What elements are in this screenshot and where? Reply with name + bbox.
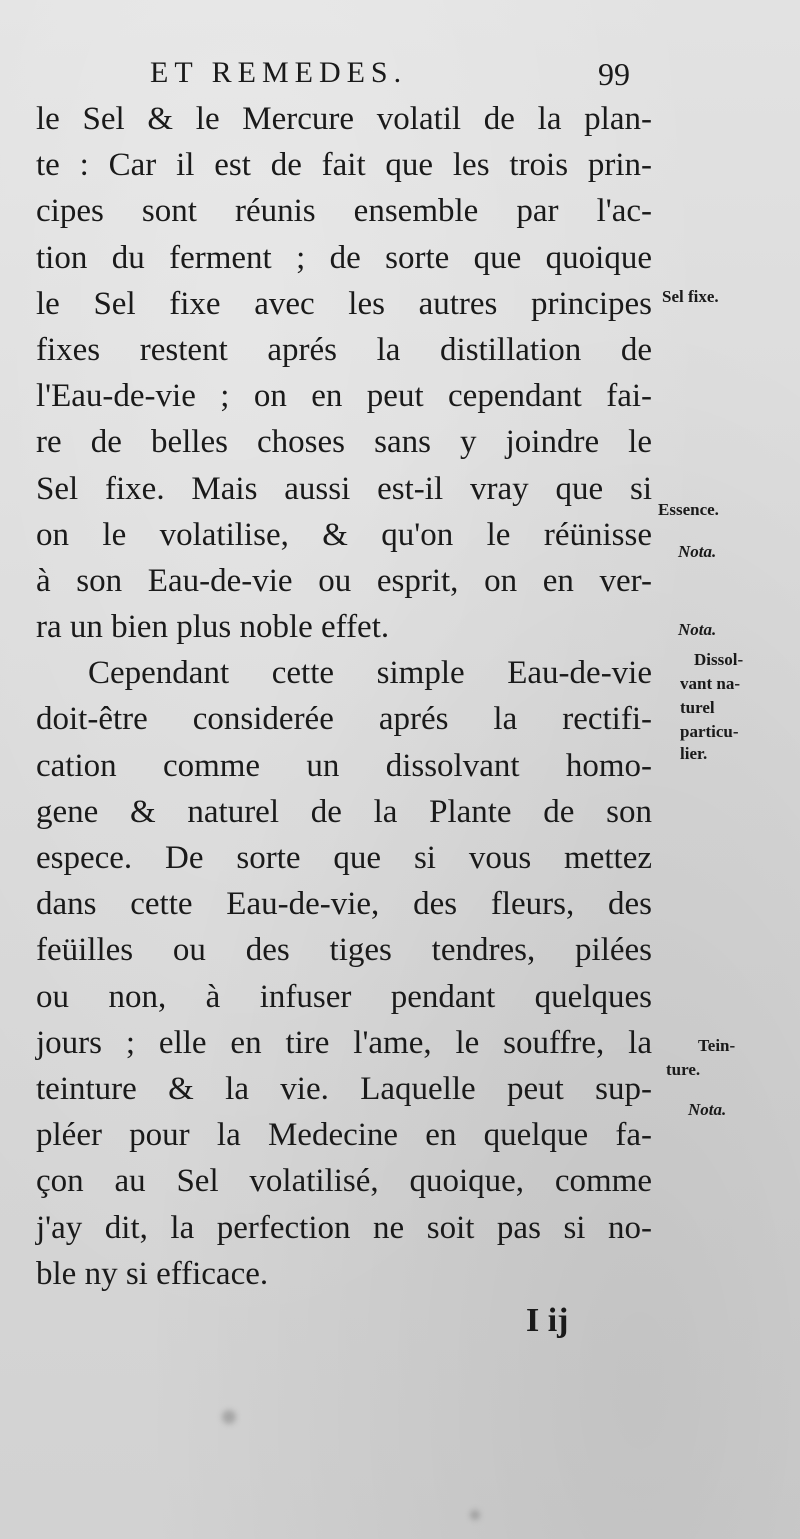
- margin-note-nota: Nota.: [678, 620, 717, 639]
- page-number: 99: [598, 56, 630, 92]
- margin-note-dissolvant: turel: [680, 698, 715, 717]
- text-line: Sel fixe. Mais aussi est-il vray que si: [36, 470, 652, 507]
- margin-note-dissolvant: particu-: [680, 722, 739, 741]
- text-line: Cependant cette simple Eau-de-vie: [88, 655, 652, 692]
- text-line: cipes sont réunis ensemble par l'ac-: [36, 193, 652, 230]
- text-line: espece. De sorte que si vous mettez: [36, 840, 652, 876]
- page-header: [150, 56, 650, 96]
- text-line: le Sel & le Mercure volatil de la plan-: [36, 101, 652, 137]
- margin-note-teinture: ture.: [666, 1060, 701, 1079]
- text-line: cation comme un dissolvant homo-: [36, 747, 652, 784]
- text-line: jours ; elle en tire l'ame, le souffre, la: [36, 1024, 652, 1061]
- margin-note-sel-fixe: Sel fixe.: [662, 287, 719, 306]
- text-line: pléer pour la Medecine en quelque fa-: [36, 1117, 652, 1154]
- text-line: à son Eau-de-vie ou esprit, on en ver-: [36, 562, 652, 599]
- text-line: dans cette Eau-de-vie, des fleurs, des: [36, 886, 652, 923]
- text-line: ble ny si efficace.: [36, 1255, 269, 1292]
- margin-note-teinture: Tein-: [698, 1036, 736, 1055]
- text-line: teinture & la vie. Laquelle peut sup-: [36, 1070, 652, 1107]
- text-line: re de belles choses sans y joindre le: [36, 424, 652, 461]
- margin-note-dissolvant: lier.: [680, 744, 708, 763]
- signature-mark: I ij: [526, 1302, 569, 1339]
- text-line: fixes restent aprés la distillation de: [36, 331, 652, 368]
- running-head: ET REMEDES.: [150, 56, 408, 89]
- text-line: j'ay dit, la perfection ne soit pas si no-: [36, 1209, 652, 1246]
- text-line: doit-être considerée aprés la rectifi-: [36, 701, 652, 738]
- text-line: ra un bien plus noble effet.: [36, 609, 390, 646]
- margin-note-dissolvant: Dissol-: [694, 650, 744, 669]
- text-line: gene & naturel de la Plante de son: [36, 793, 652, 830]
- margin-note-nota: Nota.: [688, 1100, 727, 1119]
- margin-note-dissolvant: vant na-: [680, 674, 740, 693]
- text-line: l'Eau-de-vie ; on en peut cependant fai-: [36, 378, 652, 415]
- paper-smudge: [470, 1510, 480, 1520]
- text-line: on le volatilise, & qu'on le réünisse: [36, 516, 652, 553]
- margin-note-nota: Nota.: [678, 542, 717, 561]
- text-line: ou non, à infuser pendant quelques: [36, 978, 652, 1015]
- text-line: le Sel fixe avec les autres principes: [36, 285, 652, 322]
- text-line: te : Car il est de fait que les trois prin-: [36, 147, 652, 184]
- margin-note-essence: Essence.: [658, 500, 719, 519]
- body-text: [36, 96, 652, 1297]
- text-line: feüilles ou des tiges tendres, pilées: [36, 932, 652, 969]
- paper-smudge: [222, 1410, 236, 1424]
- text-line: çon au Sel volatilisé, quoique, comme: [36, 1163, 652, 1200]
- text-line: tion du ferment ; de sorte que quoique: [36, 239, 652, 276]
